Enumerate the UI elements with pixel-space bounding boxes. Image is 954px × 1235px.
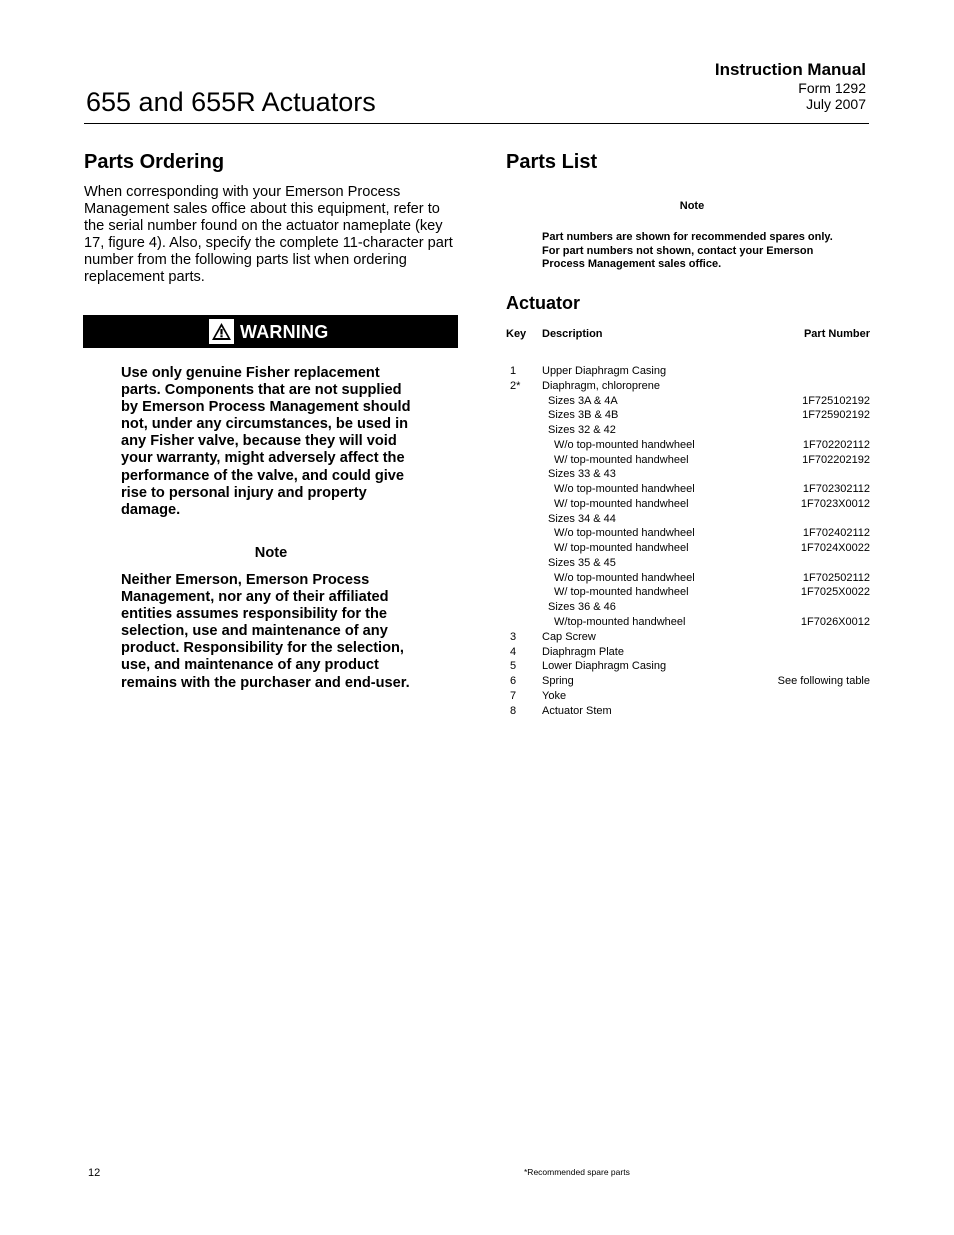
- page-number: 12: [88, 1167, 101, 1179]
- row-description: Sizes 34 & 44: [548, 512, 616, 525]
- parts-list-heading: Parts List: [506, 151, 598, 173]
- row-part-number: See following table: [777, 675, 870, 688]
- row-description: W/o top-mounted handwheel: [554, 527, 695, 540]
- table-row: [506, 408, 870, 423]
- actuator-heading: Actuator: [506, 293, 581, 313]
- row-part-number: 1F725902192: [802, 409, 870, 422]
- table-row: [506, 645, 870, 660]
- table-row: [506, 556, 870, 571]
- table-header: [506, 327, 870, 343]
- table-row: [506, 438, 870, 453]
- table-row: [506, 600, 870, 615]
- row-key: 5: [510, 660, 517, 673]
- row-part-number: 1F7026X0012: [800, 616, 870, 629]
- row-description: W/o top-mounted handwheel: [554, 438, 695, 451]
- row-description: W/ top-mounted handwheel: [554, 586, 689, 599]
- row-key: 6: [510, 675, 517, 688]
- table-row: [506, 482, 870, 497]
- parts-table: [506, 327, 870, 718]
- parts-ordering-text: When corresponding with your Emerson Process Management sales office about this equipment, refer to the serial number found on the actuator nameplate (key 17, figure 4). Also, specify the complete 11-character part number from the following parts list when ordering replacement parts.: [84, 184, 453, 286]
- row-key: 2*: [510, 379, 521, 392]
- row-description: Sizes 35 & 45: [548, 556, 616, 569]
- row-part-number: 1F702402112: [802, 527, 870, 540]
- row-part-number: 1F7024X0022: [800, 542, 870, 555]
- row-description: Cap Screw: [542, 630, 596, 643]
- table-row: [506, 453, 870, 468]
- row-part-number: 1F702202192: [802, 453, 870, 466]
- table-row: [506, 659, 870, 674]
- row-key: 3: [510, 630, 517, 643]
- row-description: Sizes 36 & 46: [548, 601, 616, 614]
- manual-type: Instruction Manual: [714, 60, 866, 79]
- row-description: Yoke: [542, 689, 567, 702]
- row-description: Upper Diaphragm Casing: [542, 365, 667, 377]
- table-row: [506, 541, 870, 556]
- note-text: Neither Emerson, Emerson Process Management, nor any of their affiliated entities assumes responsibility for the selection, use and maintenance of any product. Responsibility for the selection, use, and maintenance of any product remains with the purchaser and end-user.: [121, 572, 410, 691]
- table-row: [506, 689, 870, 704]
- row-part-number: 1F7023X0012: [800, 497, 870, 510]
- table-body: [506, 364, 870, 718]
- row-description: Lower Diaphragm Casing: [542, 660, 667, 673]
- table-row: [506, 512, 870, 527]
- header-divider: [84, 123, 869, 124]
- row-description: Sizes 3A & 4A: [548, 394, 618, 407]
- note-label: Note: [254, 545, 288, 561]
- row-description: Diaphragm, chloroprene: [542, 379, 661, 392]
- row-description: Sizes 33 & 43: [548, 468, 616, 481]
- table-row: [506, 615, 870, 630]
- table-row: [506, 571, 870, 586]
- warning-banner: [83, 315, 458, 348]
- table-row: [506, 526, 870, 541]
- row-key: 4: [510, 645, 517, 658]
- table-row: [506, 497, 870, 512]
- table-row: [506, 423, 870, 438]
- row-key: 7: [510, 689, 517, 702]
- row-key: 1: [510, 365, 517, 377]
- warning-label: WARNING: [240, 321, 329, 342]
- row-part-number: 1F7025X0022: [800, 586, 870, 599]
- row-description: W/ top-mounted handwheel: [554, 453, 689, 466]
- parts-ordering-heading: Parts Ordering: [84, 151, 225, 173]
- parts-list-note-label: Note: [679, 200, 705, 212]
- row-description: W/o top-mounted handwheel: [554, 571, 695, 584]
- table-row: [506, 704, 870, 719]
- row-part-number: 1F702202112: [802, 438, 870, 451]
- row-description: Spring: [542, 675, 574, 688]
- key-column-header: Key: [506, 328, 527, 340]
- row-part-number: 1F702302112: [802, 483, 870, 496]
- warning-triangle-icon: [209, 319, 234, 344]
- part-number-column-header: Part Number: [803, 328, 870, 340]
- row-key: 8: [510, 704, 517, 717]
- table-row: [506, 394, 870, 409]
- row-description: W/ top-mounted handwheel: [554, 497, 689, 510]
- table-row: [506, 585, 870, 600]
- header-info: [715, 59, 866, 112]
- row-description: Sizes 32 & 42: [548, 424, 616, 437]
- row-description: Diaphragm Plate: [542, 645, 624, 658]
- publication-date: July 2007: [806, 96, 866, 112]
- document-title: 655 and 655R Actuators: [86, 87, 376, 117]
- row-description: W/ top-mounted handwheel: [554, 542, 689, 555]
- table-row: [506, 467, 870, 482]
- row-description: W/top-mounted handwheel: [554, 616, 686, 629]
- table-row: [506, 674, 870, 689]
- description-column-header: Description: [542, 328, 603, 340]
- table-row: [506, 364, 870, 379]
- parts-list-note-text: Part numbers are shown for recommended spares only. For part numbers not shown, contact your Emerson Process Management sales office.: [542, 231, 833, 271]
- row-part-number: 1F702502112: [802, 571, 870, 584]
- row-description: Sizes 3B & 4B: [548, 409, 619, 422]
- table-row: [506, 630, 870, 645]
- table-row: [506, 379, 870, 394]
- form-number: Form 1292: [798, 80, 866, 96]
- footnote: *Recommended spare parts: [524, 1167, 630, 1177]
- warning-text: Use only genuine Fisher replacement parts. Components that are not supplied by Emerson Process Management should not, under any circumstances, be used in any Fisher valve, because they will void your warranty, might adversely affect the performance of the valve, and could give rise to personal injury and property damage.: [121, 365, 411, 518]
- row-part-number: 1F725102192: [802, 394, 870, 407]
- row-description: W/o top-mounted handwheel: [554, 483, 695, 496]
- row-description: Actuator Stem: [542, 704, 612, 717]
